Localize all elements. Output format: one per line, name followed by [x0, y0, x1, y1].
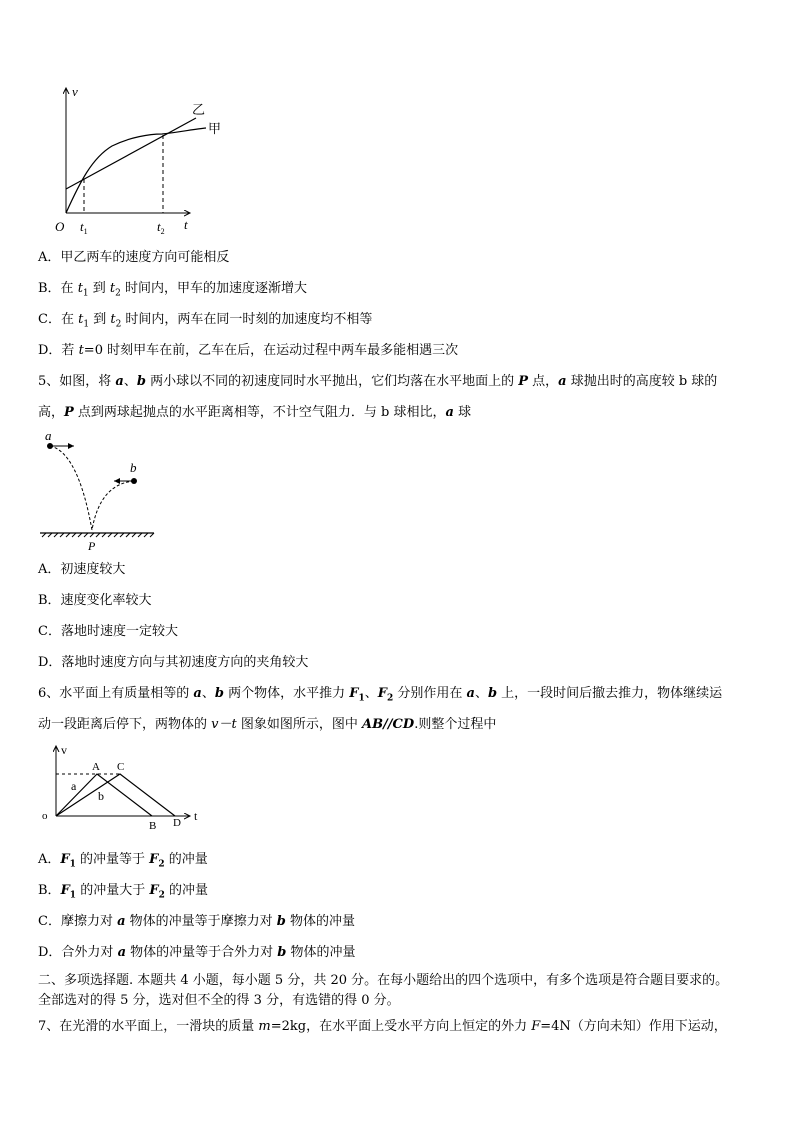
q5-option-b: B．速度变化率较大 — [38, 593, 152, 608]
point-C-label: C — [117, 761, 125, 773]
q6-vt-graph — [40, 742, 210, 834]
q6-option-d: D．合外力对 a 物体的冲量等于合外力对 b 物体的冲量 — [38, 945, 356, 960]
label-jia: 甲 — [208, 122, 222, 137]
q6-stem-line2: 动一段距离后停下，两物体的 v－t 图象如图所示，图中 AB//CD.则整个过程中 — [38, 717, 497, 732]
curve-yi — [66, 118, 196, 189]
curve-jia — [66, 128, 206, 213]
q6-stem-line1: 6、水平面上有质量相等的 a、b 两个物体，水平推力 $F_1$、$F_2$ 分别作用在 a、b 上，一段时间后撤去推力，物体继续运 — [38, 686, 723, 704]
point-D-label: D — [173, 817, 181, 829]
line-b-label: b — [98, 789, 104, 803]
label-yi: 乙 — [192, 103, 206, 118]
origin-label: O — [55, 219, 65, 234]
section2-instructions-line1: 二、多项选择题. 本题共 4 小题，每小题 5 分，共 20 分。在每小题给出的四个选项中，有多个选项是符合题目要求的。 — [38, 973, 729, 988]
v-axis-label: v — [72, 84, 78, 99]
label-b: b — [130, 460, 137, 475]
q7-stem-line1: 7、在光滑的水平面上，一滑块的质量 m=2kg，在水平面上受水平方向上恒定的外力 F=4N（方向未知）作用下运动， — [38, 1019, 727, 1034]
point-A-label: A — [92, 761, 100, 773]
t-axis-label: t — [184, 217, 188, 232]
q5-option-a: A．初速度较大 — [38, 562, 126, 577]
label-a: a — [45, 430, 52, 443]
t1-label: $t_1$ — [80, 219, 88, 236]
q5-projectile-figure — [38, 430, 158, 555]
t-axis-label: t — [194, 809, 198, 823]
point-B-label: B — [149, 820, 157, 832]
q4-option-d: D．若 t=0 时刻甲车在前，乙车在后，在运动过程中两车最多能相遇三次 — [38, 343, 459, 358]
trajectory-a — [50, 446, 92, 530]
q6-option-b: B．$F_1$ 的冲量大于 $F_2$ 的冲量 — [38, 883, 208, 901]
q4-option-a: A．甲乙两车的速度方向可能相反 — [38, 250, 230, 265]
line-a-label: a — [71, 779, 77, 793]
t2-label: $t_2$ — [157, 219, 165, 236]
q6-option-a: A．$F_1$ 的冲量等于 $F_2$ 的冲量 — [38, 852, 208, 870]
label-P: P — [88, 539, 96, 553]
q4-vt-graph — [50, 82, 230, 240]
trajectory-b — [92, 481, 134, 530]
q5-stem-line2: 高，P 点到两球起抛点的水平距离相等，不计空气阻力．与 b 球相比，a 球 — [38, 405, 472, 420]
q5-option-c: C．落地时速度一定较大 — [38, 624, 178, 639]
q6-option-c: C．摩擦力对 a 物体的冲量等于摩擦力对 b 物体的冲量 — [38, 914, 356, 929]
q5-stem-line1: 5、如图，将 a、b 两小球以不同的初速度同时水平抛出，它们均落在水平地面上的 P 点，a 球抛出时的高度较 b 球的 — [38, 374, 718, 389]
q4-option-b: B．在 $t_1$ 到 $t_2$ 时间内，甲车的加速度逐渐增大 — [38, 281, 308, 299]
v-axis-label: v — [61, 743, 67, 757]
origin-label: o — [42, 810, 48, 822]
section2-instructions-line2: 全部选对的得 5 分，选对但不全的得 3 分，有选错的得 0 分。 — [38, 993, 400, 1008]
q5-option-d: D．落地时速度方向与其初速度方向的夹角较大 — [38, 655, 309, 670]
q4-option-c: C．在 $t_1$ 到 $t_2$ 时间内，两车在同一时刻的加速度均不相等 — [38, 312, 373, 330]
